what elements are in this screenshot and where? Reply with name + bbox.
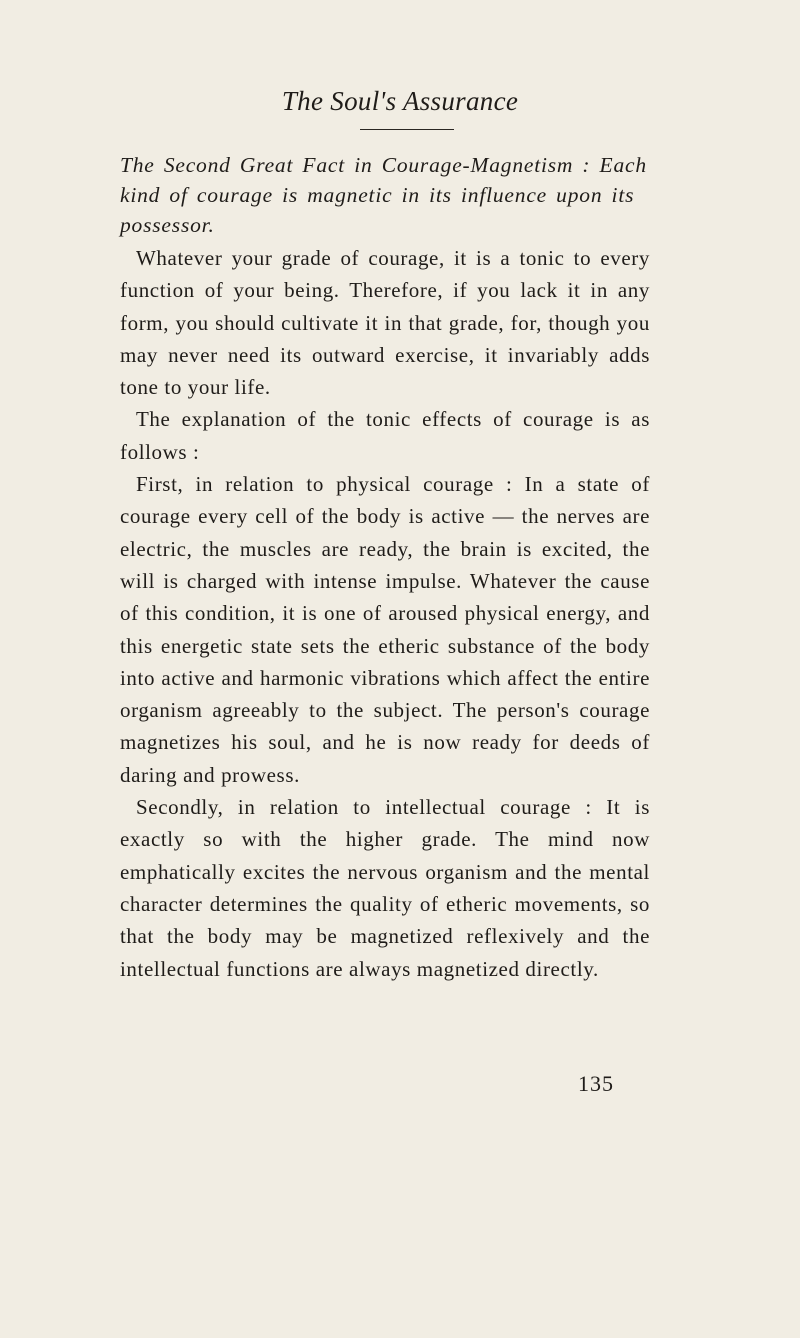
paragraph-1: Whatever your grade of courage, it is a tonic to every function of your being. Therefore, if you lack it in any form, you should cultivate it in that grade, for, though you may never need its outward exercise, it invariably adds tone to your life. [120, 246, 650, 400]
paragraph-2: The explanation of the tonic effects of courage is as follows : [120, 407, 650, 464]
header-rule [360, 129, 454, 130]
page-number: 135 [578, 1071, 614, 1096]
running-head: The Soul's Assurance [281, 86, 519, 116]
body-text [120, 150, 650, 985]
paragraph-4: Secondly, in relation to intellectual courage : It is exactly so with the higher grade. The mind now emphatically excites the nervous organism and the mental character determines the quality of etheric movements, so that the body may be magnetized reflexively and the intellectual functions are always magnetized directly. [120, 795, 650, 981]
section-heading: The Second Great Fact in Courage-Magnetism : Each kind of courage is magnetic in its influence upon its possessor. [120, 153, 647, 237]
paragraph-3: First, in relation to physical courage : In a state of courage every cell of the body is active — the nerves are electric, the muscles are ready, the brain is excited, the will is charged with intense impulse. Whatever the cause of this condition, it is one of aroused physical energy, and this energetic state sets the etheric substance of the body into active and harmonic vibrations which affect the entire organism agreeably to the subject. The person's courage magnetizes his soul, and he is now ready for deeds of daring and prowess. [120, 472, 650, 787]
